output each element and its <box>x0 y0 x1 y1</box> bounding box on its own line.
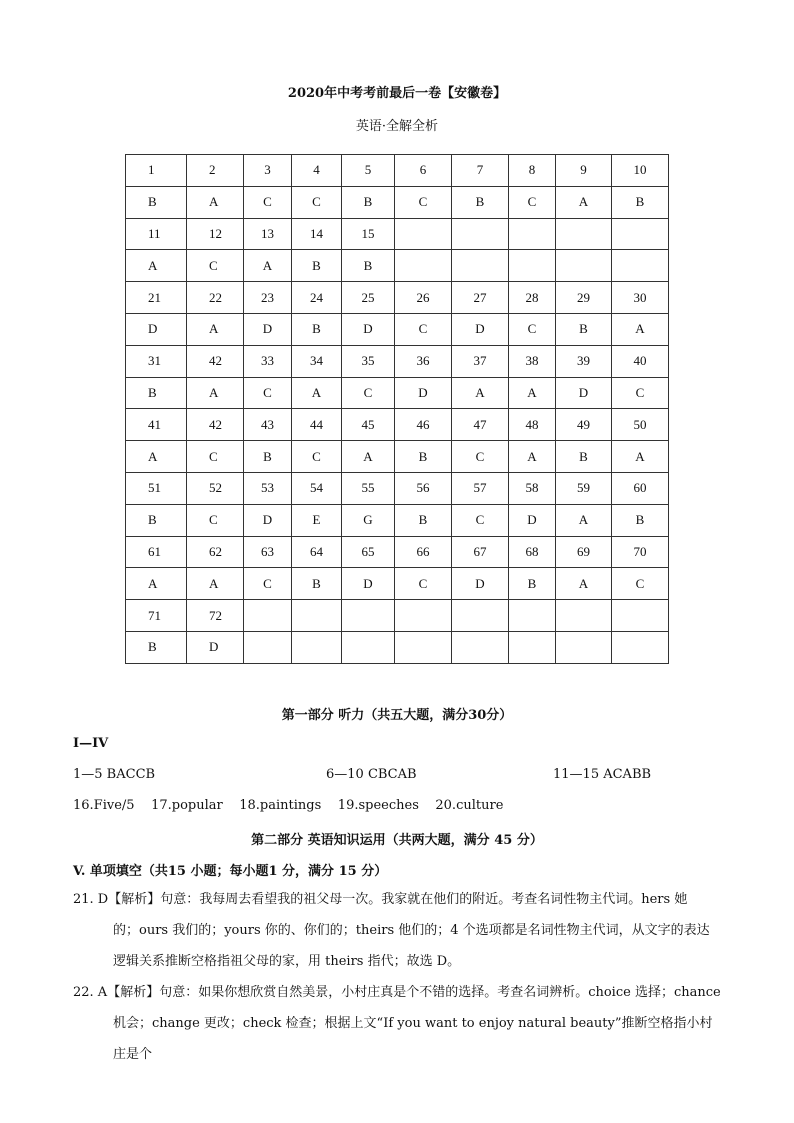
table-cell: 51 <box>126 472 187 504</box>
table-cell: C <box>509 186 556 218</box>
table-cell: 31 <box>126 345 187 377</box>
table-cell: 66 <box>395 536 452 568</box>
table-cell: 26 <box>395 282 452 314</box>
q21-line-2: 的；ours 我们的；yours 你的、你们的；theirs 他们的；4 个选项都是名词性物主代词，从文字的表达 <box>113 923 710 938</box>
table-cell: C <box>452 441 509 473</box>
table-cell: C <box>292 441 342 473</box>
table-row <box>126 504 669 536</box>
table-cell: B <box>292 313 342 345</box>
table-cell: 46 <box>395 409 452 441</box>
page-title: 2020年中考考前最后一卷【安徽卷】 <box>287 86 507 101</box>
table-cell: C <box>342 377 395 409</box>
table-cell: D <box>187 631 244 663</box>
table-cell: C <box>244 377 292 409</box>
table-cell: 58 <box>509 472 556 504</box>
table-cell: A <box>187 186 244 218</box>
table-cell <box>292 631 342 663</box>
table-cell: C <box>244 568 292 600</box>
table-cell: C <box>244 186 292 218</box>
table-cell: A <box>612 441 669 473</box>
table-cell: 47 <box>452 409 509 441</box>
table-cell: A <box>292 377 342 409</box>
table-cell <box>395 600 452 632</box>
table-cell: 5 <box>342 155 395 187</box>
table-cell: 71 <box>126 600 187 632</box>
table-cell: 39 <box>556 345 612 377</box>
table-cell: 41 <box>126 409 187 441</box>
table-cell: 13 <box>244 218 292 250</box>
table-cell <box>509 250 556 282</box>
table-cell: B <box>126 631 187 663</box>
table-cell: 68 <box>509 536 556 568</box>
table-cell: 24 <box>292 282 342 314</box>
section-v-title: V. 单项填空（共15 小题；每小题1 分，满分 15 分） <box>73 864 388 879</box>
table-cell: B <box>244 441 292 473</box>
table-cell: B <box>342 250 395 282</box>
table-cell: 29 <box>556 282 612 314</box>
table-cell <box>244 631 292 663</box>
table-cell: C <box>187 441 244 473</box>
table-cell: B <box>342 186 395 218</box>
table-cell <box>452 218 509 250</box>
table-cell <box>342 631 395 663</box>
table-row <box>126 409 669 441</box>
table-cell: B <box>395 441 452 473</box>
table-cell: B <box>556 441 612 473</box>
answer-group-2: 6—10 CBCAB <box>326 767 417 782</box>
table-cell: 53 <box>244 472 292 504</box>
table-cell: 2 <box>187 155 244 187</box>
table-row <box>126 155 669 187</box>
part1-title: 第一部分 听力（共五大题，满分30分） <box>281 708 513 723</box>
table-cell: B <box>126 377 187 409</box>
answer-group-1: 1—5 BACCB <box>73 767 156 782</box>
answer-group-3: 11—15 ACABB <box>553 767 652 782</box>
table-row <box>126 313 669 345</box>
table-cell: C <box>187 504 244 536</box>
table-cell: C <box>395 186 452 218</box>
table-row <box>126 377 669 409</box>
table-cell: 63 <box>244 536 292 568</box>
table-row <box>126 218 669 250</box>
table-cell: D <box>244 504 292 536</box>
table-cell: 33 <box>244 345 292 377</box>
table-cell: B <box>395 504 452 536</box>
table-cell: A <box>187 377 244 409</box>
table-cell: 23 <box>244 282 292 314</box>
table-cell: B <box>612 186 669 218</box>
table-cell <box>556 218 612 250</box>
answer-table <box>125 154 669 664</box>
table-row <box>126 186 669 218</box>
q21-line-3: 逻辑关系推断空格指祖父母的家，用 theirs 指代；故选 D。 <box>113 954 461 969</box>
table-cell: A <box>342 441 395 473</box>
table-cell <box>556 250 612 282</box>
table-cell <box>612 600 669 632</box>
table-cell <box>556 631 612 663</box>
table-cell: B <box>452 186 509 218</box>
table-cell: 65 <box>342 536 395 568</box>
table-cell <box>342 600 395 632</box>
table-cell: 14 <box>292 218 342 250</box>
table-cell: 6 <box>395 155 452 187</box>
table-cell: D <box>342 568 395 600</box>
table-cell: 8 <box>509 155 556 187</box>
table-cell <box>509 600 556 632</box>
table-row <box>126 631 669 663</box>
table-cell: 50 <box>612 409 669 441</box>
table-row <box>126 472 669 504</box>
table-cell: C <box>292 186 342 218</box>
table-cell: A <box>187 568 244 600</box>
table-cell: D <box>556 377 612 409</box>
table-cell <box>452 600 509 632</box>
table-cell <box>452 631 509 663</box>
table-cell: B <box>126 504 187 536</box>
table-cell: D <box>452 568 509 600</box>
table-cell: 11 <box>126 218 187 250</box>
table-cell: B <box>509 568 556 600</box>
table-cell: D <box>452 313 509 345</box>
table-cell: B <box>126 186 187 218</box>
table-cell: C <box>452 504 509 536</box>
table-cell: A <box>126 250 187 282</box>
table-cell: 52 <box>187 472 244 504</box>
table-cell: 15 <box>342 218 395 250</box>
table-cell: 72 <box>187 600 244 632</box>
table-cell: A <box>509 441 556 473</box>
table-cell: D <box>342 313 395 345</box>
table-row <box>126 250 669 282</box>
table-cell <box>612 250 669 282</box>
table-cell: A <box>556 568 612 600</box>
table-cell: 56 <box>395 472 452 504</box>
table-cell <box>395 218 452 250</box>
table-cell: 30 <box>612 282 669 314</box>
table-cell: 40 <box>612 345 669 377</box>
table-cell: 22 <box>187 282 244 314</box>
table-cell: 45 <box>342 409 395 441</box>
table-cell: 44 <box>292 409 342 441</box>
table-cell: 60 <box>612 472 669 504</box>
table-cell: C <box>395 568 452 600</box>
table-cell <box>612 218 669 250</box>
table-cell: 54 <box>292 472 342 504</box>
table-cell: 9 <box>556 155 612 187</box>
table-cell <box>292 600 342 632</box>
table-cell: 62 <box>187 536 244 568</box>
q22-line-1: 22. A【解析】句意：如果你想欣赏自然美景，小村庄真是个不错的选择。考查名词辨析。choice 选择；chance <box>73 985 721 1000</box>
table-cell: A <box>244 250 292 282</box>
table-cell: 25 <box>342 282 395 314</box>
table-cell: 49 <box>556 409 612 441</box>
table-cell: A <box>556 504 612 536</box>
table-cell: 37 <box>452 345 509 377</box>
page-subtitle: 英语·全解全析 <box>355 119 439 134</box>
table-cell: A <box>452 377 509 409</box>
table-cell: 3 <box>244 155 292 187</box>
table-cell: E <box>292 504 342 536</box>
table-cell: B <box>556 313 612 345</box>
table-cell <box>556 600 612 632</box>
table-cell: D <box>244 313 292 345</box>
table-cell: 38 <box>509 345 556 377</box>
q22-line-2: 机会；change 更改；check 检查；根据上文“If you want to enjoy natural beauty”推断空格指小村庄是个 <box>113 1016 713 1062</box>
table-cell: 67 <box>452 536 509 568</box>
table-cell: 27 <box>452 282 509 314</box>
table-cell: B <box>612 504 669 536</box>
table-cell: A <box>187 313 244 345</box>
table-cell: 55 <box>342 472 395 504</box>
table-cell: 70 <box>612 536 669 568</box>
table-cell: 21 <box>126 282 187 314</box>
table-cell: C <box>612 568 669 600</box>
table-row <box>126 536 669 568</box>
table-cell <box>244 600 292 632</box>
table-row <box>126 600 669 632</box>
question-21-explanation <box>73 884 723 977</box>
table-cell: B <box>292 568 342 600</box>
table-cell: 69 <box>556 536 612 568</box>
table-cell: 64 <box>292 536 342 568</box>
table-cell: D <box>126 313 187 345</box>
table-cell: 43 <box>244 409 292 441</box>
table-cell: B <box>292 250 342 282</box>
table-cell: A <box>509 377 556 409</box>
table-cell: C <box>395 313 452 345</box>
table-cell: 57 <box>452 472 509 504</box>
table-cell: D <box>395 377 452 409</box>
table-cell: 10 <box>612 155 669 187</box>
table-row <box>126 568 669 600</box>
table-cell <box>395 631 452 663</box>
table-cell: A <box>612 313 669 345</box>
table-cell: A <box>126 441 187 473</box>
table-cell: C <box>509 313 556 345</box>
table-cell: D <box>509 504 556 536</box>
table-cell: 1 <box>126 155 187 187</box>
table-cell: 36 <box>395 345 452 377</box>
fill-answers: 16.Five/5 17.popular 18.paintings 19.speeches 20.culture <box>73 798 504 813</box>
q21-line-1: 21. D【解析】句意：我每周去看望我的祖父母一次。我家就在他们的附近。考查名词性物主代词。hers 她 <box>73 892 688 907</box>
table-cell: A <box>556 186 612 218</box>
table-cell <box>509 218 556 250</box>
table-cell: A <box>126 568 187 600</box>
table-row <box>126 282 669 314</box>
table-row <box>126 345 669 377</box>
part1-label: I—IV <box>73 736 109 751</box>
table-cell: 4 <box>292 155 342 187</box>
table-cell <box>395 250 452 282</box>
table-cell: 35 <box>342 345 395 377</box>
table-cell <box>452 250 509 282</box>
table-row <box>126 441 669 473</box>
table-cell: G <box>342 504 395 536</box>
table-cell: 59 <box>556 472 612 504</box>
table-cell: 12 <box>187 218 244 250</box>
table-cell: C <box>612 377 669 409</box>
table-cell: 7 <box>452 155 509 187</box>
part2-title: 第二部分 英语知识运用（共两大题，满分 45 分） <box>251 833 543 848</box>
table-cell <box>612 631 669 663</box>
table-cell: 42 <box>187 345 244 377</box>
table-cell: 48 <box>509 409 556 441</box>
table-cell: C <box>187 250 244 282</box>
question-22-explanation <box>73 977 723 1070</box>
table-cell: 42 <box>187 409 244 441</box>
table-cell: 28 <box>509 282 556 314</box>
table-cell: 34 <box>292 345 342 377</box>
table-cell <box>509 631 556 663</box>
table-cell: 61 <box>126 536 187 568</box>
